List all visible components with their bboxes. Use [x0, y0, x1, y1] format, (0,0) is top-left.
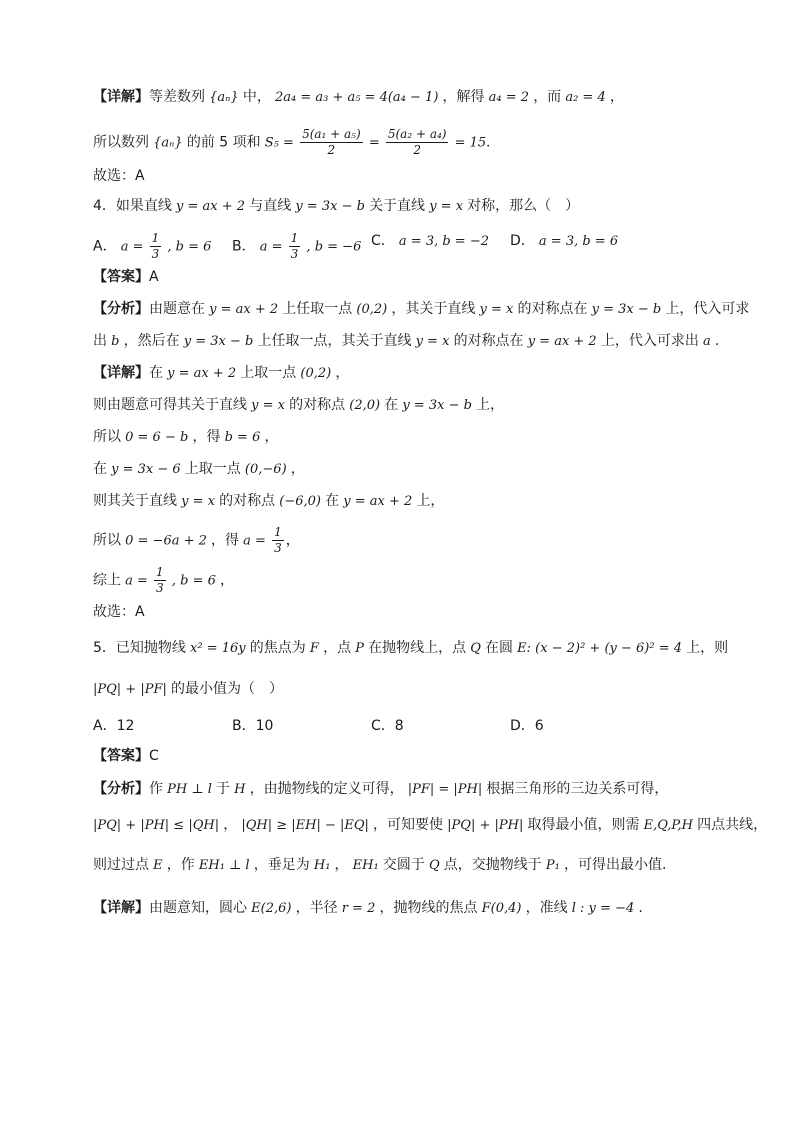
- text-line-l2: [93, 127, 490, 158]
- text-run: 所以: [93, 429, 121, 445]
- text-run: A: [149, 269, 159, 285]
- text-run: ，: [334, 857, 349, 873]
- text-line-l9: [93, 363, 349, 384]
- text-run: 4．如果直线: [93, 198, 172, 214]
- q4-option-B: [232, 231, 361, 262]
- q5-option-A: [93, 716, 134, 736]
- text-run: 上，代入可求出: [600, 333, 699, 349]
- text-run: ，半径: [295, 900, 338, 916]
- q4-option-D: [510, 231, 618, 252]
- text-run: 上取一点: [240, 365, 297, 381]
- math-expression: y = x: [411, 334, 454, 349]
- section-tag: 【分析】: [93, 781, 149, 797]
- math-expression: E,Q,P,H: [639, 818, 698, 833]
- math-expression: , b = −6: [302, 239, 362, 255]
- text-run: 由题意知，圆心: [149, 900, 247, 916]
- math-expression: y = x: [177, 494, 220, 509]
- math-expression: y = ax + 2: [339, 494, 417, 509]
- math-expression: Q: [466, 641, 486, 656]
- math-expression: a₄ = 2: [484, 90, 534, 105]
- math-expression: y = 3x − b: [587, 302, 666, 317]
- text-run: 上，: [476, 397, 505, 413]
- math-expression: y = x: [425, 199, 468, 214]
- math-expression: F(0,4): [477, 901, 526, 916]
- text-run: 的最小值为（ ）: [170, 681, 283, 697]
- math-expression: a =: [255, 239, 287, 255]
- math-expression: (−6,0): [275, 494, 326, 509]
- text-run: ，抛物线的焦点: [379, 900, 478, 916]
- math-expression: P: [351, 641, 369, 656]
- math-expression: (0,2): [296, 366, 336, 381]
- math-expression: a =: [116, 239, 148, 255]
- text-line-l3: [93, 166, 145, 186]
- math-expression: |PQ| + |PH|: [443, 818, 528, 833]
- text-line-l17: [93, 638, 728, 659]
- text-run: 对称，那么（ ）: [467, 198, 580, 214]
- math-expression: y = x: [475, 302, 518, 317]
- text-run: 8: [394, 718, 404, 734]
- text-run: 在: [384, 397, 399, 413]
- math-expression: S₅ =: [260, 135, 299, 151]
- math-expression: E(2,6): [247, 901, 296, 916]
- fraction: $\frac{\text{5(a₁ + a₅)}}{2}$: [302, 127, 361, 157]
- text-run: 于: [216, 781, 230, 797]
- text-run: .: [714, 333, 720, 349]
- text-run: ，可知要使: [373, 817, 444, 833]
- math-expression: = 15.: [450, 135, 491, 151]
- text-line-l12: [93, 459, 305, 480]
- text-run: 在: [149, 365, 163, 381]
- fraction: $\frac{1}{3}$: [156, 565, 164, 595]
- math-expression: 0 = 6 − b: [121, 430, 193, 445]
- section-tag: 【详解】: [93, 89, 149, 105]
- math-expression: a =: [121, 573, 153, 589]
- text-line-l4: [93, 196, 579, 217]
- text-run: 10: [255, 718, 274, 734]
- text-run: 的对称点: [289, 397, 346, 413]
- text-run: 则由题意可得其关于直线: [93, 397, 247, 413]
- text-run: ，: [219, 572, 234, 589]
- math-expression: E: [149, 858, 167, 873]
- section-tag: 【详解】: [93, 900, 149, 916]
- text-run: 上，代入可求: [665, 301, 750, 317]
- text-run: 在圆: [485, 640, 514, 656]
- text-line-l16: [93, 602, 145, 622]
- text-run: ，得: [192, 429, 221, 445]
- math-expression: |PF| = |PH|: [403, 782, 487, 797]
- text-run: ，点: [323, 640, 352, 656]
- math-expression: =: [364, 135, 384, 151]
- text-run: 点，交抛物线于: [443, 857, 542, 873]
- math-expression: y = ax + 2: [523, 334, 601, 349]
- text-run: C: [149, 748, 159, 764]
- option-label: A．: [93, 238, 117, 255]
- text-run: 12: [116, 718, 135, 734]
- text-run: 5．已知抛物线: [93, 640, 186, 656]
- math-expression: , b = 6: [163, 239, 212, 255]
- math-expression: {aₙ}: [205, 90, 243, 105]
- text-run: ，: [264, 429, 279, 445]
- option-label: C．: [371, 233, 395, 249]
- math-expression: |QH| ≥ |EH| − |EQ|: [237, 818, 374, 833]
- math-expression: |PQ| + |PF|: [93, 682, 171, 697]
- text-run: 在: [93, 461, 107, 477]
- fraction: $\frac{1}{3}$: [274, 525, 282, 555]
- text-line-l13: [93, 491, 444, 512]
- math-expression: E: (x − 2)² + (y − 6)² = 4: [513, 641, 687, 656]
- math-expression: (0,2): [352, 302, 392, 317]
- math-expression: y = 3x − b: [291, 199, 370, 214]
- text-run: .: [638, 900, 643, 916]
- section-tag: 【答案】: [93, 748, 149, 764]
- math-expression: a = 3, b = 6: [534, 234, 619, 249]
- fraction: $\frac{1}{3}$: [290, 231, 299, 261]
- text-line-l10: [93, 395, 504, 416]
- text-run: 根据三角形的三边关系可得，: [486, 781, 669, 797]
- math-expression: y = 3x − 6: [107, 462, 185, 477]
- math-expression: P₁: [541, 858, 565, 873]
- math-expression: y = 3x − b: [179, 334, 258, 349]
- text-run: 与直线: [249, 198, 292, 214]
- math-expression: |PQ| + |PH| ≤ |QH|: [93, 818, 224, 833]
- text-run: 上，则: [686, 640, 729, 656]
- text-run: 上取一点: [184, 461, 241, 477]
- text-run: 所以: [93, 532, 121, 549]
- math-expression: b: [107, 334, 124, 349]
- q5-option-B: [232, 716, 273, 736]
- text-line-l24: [93, 898, 643, 919]
- text-line-l11: [93, 427, 278, 448]
- math-expression: y = ax + 2: [163, 366, 241, 381]
- math-expression: y = 3x − b: [398, 398, 477, 413]
- text-run: 在: [325, 493, 340, 509]
- option-label: B．: [232, 238, 256, 255]
- math-expression: 2a₄ = a₃ + a₅ = 4(a₄ − 1): [270, 90, 443, 105]
- text-run: ，由抛物线的定义可得，: [249, 781, 404, 797]
- q5-option-C: [371, 716, 404, 736]
- q4-option-C: [371, 231, 489, 252]
- text-run: 关于直线: [369, 198, 426, 214]
- text-run: 作: [149, 781, 163, 797]
- math-expression: (2,0): [345, 398, 385, 413]
- text-line-l1: [93, 87, 624, 108]
- text-run: 中，: [242, 89, 271, 105]
- math-expression: {aₙ}: [149, 135, 187, 151]
- math-expression: r = 2: [337, 901, 380, 916]
- option-label: D．: [510, 718, 535, 734]
- text-run: 上，: [416, 493, 445, 509]
- text-run: 的前 5 项和: [186, 134, 261, 151]
- text-run: 所以数列: [93, 134, 149, 151]
- math-expression: y = ax + 2: [205, 302, 283, 317]
- math-expression: a₂ = 4: [561, 90, 610, 105]
- q4-option-A: [93, 231, 211, 262]
- text-run: 故选：A: [93, 168, 145, 184]
- option-label: C．: [371, 718, 395, 734]
- text-run: 则过过点: [93, 857, 149, 873]
- text-run: ，其关于直线: [391, 301, 476, 317]
- math-expression: y = ax + 2: [171, 199, 250, 214]
- text-run: ，解得: [442, 89, 485, 105]
- option-label: B．: [232, 718, 256, 734]
- option-label: A．: [93, 718, 117, 734]
- text-run: 取得最小值，则需: [527, 817, 640, 833]
- math-expression: x² = 16y: [185, 641, 250, 656]
- text-line-l14: [93, 525, 300, 556]
- section-tag: 【分析】: [93, 301, 149, 317]
- text-line-l22: [93, 815, 767, 836]
- math-expression: PH ⊥ l: [163, 782, 216, 797]
- text-run: ，然后在: [123, 333, 180, 349]
- math-expression: EH₁: [348, 858, 383, 873]
- math-expression: a: [698, 334, 715, 349]
- text-run: 的焦点为: [249, 640, 306, 656]
- math-expression: H: [230, 782, 250, 797]
- math-expression: F: [305, 641, 324, 656]
- text-run: 综上: [93, 572, 121, 589]
- text-run: 在抛物线上，点: [368, 640, 467, 656]
- text-run: 上任取一点，其关于直线: [257, 333, 412, 349]
- text-line-l8: [93, 331, 719, 352]
- fraction: $\frac{1}{3}$: [151, 231, 160, 261]
- text-run: 出: [93, 333, 107, 349]
- text-run: 四点共线，: [697, 817, 768, 833]
- text-run: ，: [285, 532, 300, 549]
- text-line-l18: [93, 679, 283, 700]
- option-label: D．: [510, 233, 535, 249]
- text-run: 故选：A: [93, 604, 145, 620]
- text-run: 由题意在: [149, 301, 205, 317]
- text-run: ，垂足为: [253, 857, 310, 873]
- math-expression: l : y = −4: [567, 901, 639, 916]
- text-line-l15: [93, 565, 234, 596]
- text-line-l6: [93, 267, 159, 287]
- text-run: 6: [534, 718, 544, 734]
- text-run: ，作: [166, 857, 195, 873]
- text-run: ，可得出最小值.: [564, 857, 667, 873]
- text-run: 则其关于直线: [93, 493, 177, 509]
- text-run: 上任取一点: [282, 301, 353, 317]
- section-tag: 【答案】: [93, 269, 149, 285]
- text-line-l21: [93, 779, 668, 800]
- text-run: ，而: [533, 89, 562, 105]
- section-tag: 【详解】: [93, 365, 149, 381]
- text-run: ，得: [211, 532, 240, 549]
- text-run: ，: [335, 365, 350, 381]
- text-run: ，: [609, 89, 624, 105]
- text-run: ，: [290, 461, 305, 477]
- math-expression: H₁: [309, 858, 335, 873]
- math-expression: b = 6: [220, 430, 265, 445]
- math-expression: a =: [239, 533, 271, 549]
- text-line-l23: [93, 855, 666, 876]
- math-expression: (0,−6): [240, 462, 291, 477]
- math-expression: Q: [424, 858, 444, 873]
- text-run: ，: [223, 817, 238, 833]
- fraction: $\frac{\text{5(a₂ + a₄)}}{2}$: [387, 127, 447, 157]
- text-run: 的对称点在: [453, 333, 524, 349]
- text-run: 交圆于: [382, 857, 425, 873]
- math-expression: EH₁ ⊥ l: [194, 858, 254, 873]
- text-run: 的对称点在: [517, 301, 588, 317]
- math-expression: 0 = −6a + 2: [121, 533, 212, 549]
- math-expression: , b = 6: [167, 573, 220, 589]
- text-line-l7: [93, 299, 749, 320]
- text-run: 的对称点: [219, 493, 276, 509]
- text-line-l20: [93, 746, 159, 766]
- q5-option-D: [510, 716, 544, 736]
- math-expression: a = 3, b = −2: [394, 234, 489, 249]
- math-expression: y = x: [247, 398, 290, 413]
- text-run: 等差数列: [149, 89, 205, 105]
- text-run: ，准线: [525, 900, 568, 916]
